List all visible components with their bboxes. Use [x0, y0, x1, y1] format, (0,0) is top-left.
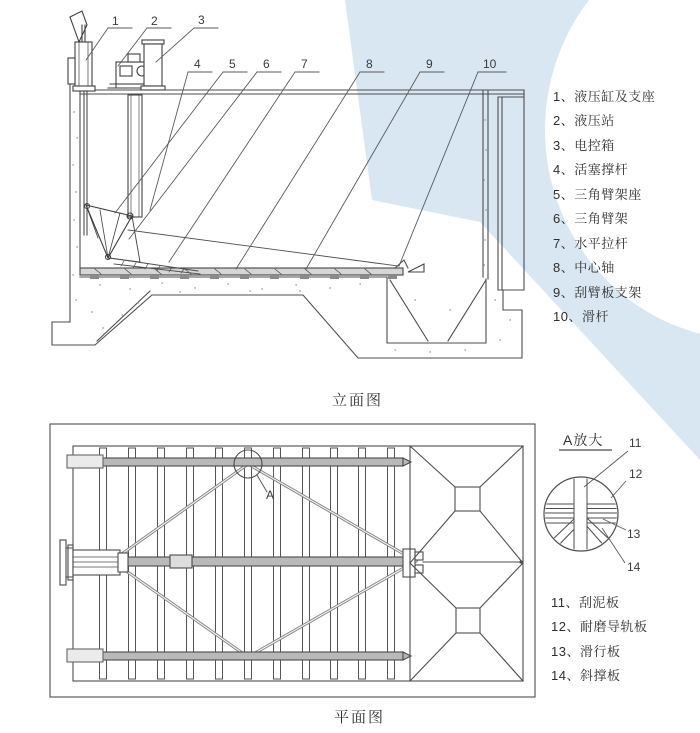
- detail-a-marker: A: [266, 488, 275, 502]
- elevation-callout-8: 8: [366, 57, 373, 71]
- detail-a-title: A放大: [563, 432, 604, 448]
- elevation-caption: 立面图: [332, 392, 384, 409]
- legend-item-7: 7、水平拉杆: [553, 236, 629, 251]
- background-ribbon: [345, 0, 700, 460]
- legend-item-4: 4、活塞撑杆: [553, 162, 629, 177]
- elevation-callout-4: 4: [194, 57, 201, 71]
- elevation-callout-10: 10: [483, 57, 497, 71]
- legend-item-13: 13、滑行板: [551, 644, 621, 659]
- legend-item-2: 2、液压站: [553, 113, 615, 128]
- elevation-callout-5: 5: [229, 57, 236, 71]
- legend-item-1: 1、液压缸及支座: [553, 89, 656, 104]
- elevation-callout-6: 6: [263, 57, 270, 71]
- detail-callout-13: 13: [627, 527, 641, 541]
- detail-callout-12: 12: [629, 467, 643, 481]
- legend-item-12: 12、耐磨导轨板: [551, 619, 648, 634]
- legend-item-9: 9、刮臂板支架: [553, 285, 642, 300]
- legend-item-6: 6、三角臂架: [553, 211, 629, 226]
- legend-item-10: 10、滑杆: [553, 309, 609, 324]
- elevation-callout-3: 3: [198, 13, 205, 27]
- legend-item-8: 8、中心轴: [553, 260, 615, 275]
- elevation-callout-2: 2: [151, 14, 158, 28]
- plan-drawing: [50, 424, 535, 697]
- legend-item-14: 14、斜撑板: [551, 668, 621, 683]
- detail-callout-14: 14: [627, 560, 641, 574]
- plan-caption: 平面图: [334, 709, 386, 726]
- elevation-callout-1: 1: [112, 14, 119, 28]
- legend-item-5: 5、三角臂架座: [553, 187, 642, 202]
- detail-a-drawing: [544, 450, 628, 563]
- elevation-callout-7: 7: [301, 57, 308, 71]
- legend-item-3: 3、电控箱: [553, 138, 615, 153]
- elevation-callout-9: 9: [426, 57, 433, 71]
- detail-callout-11: 11: [629, 436, 642, 450]
- legend-item-11: 11、刮泥板: [551, 595, 620, 610]
